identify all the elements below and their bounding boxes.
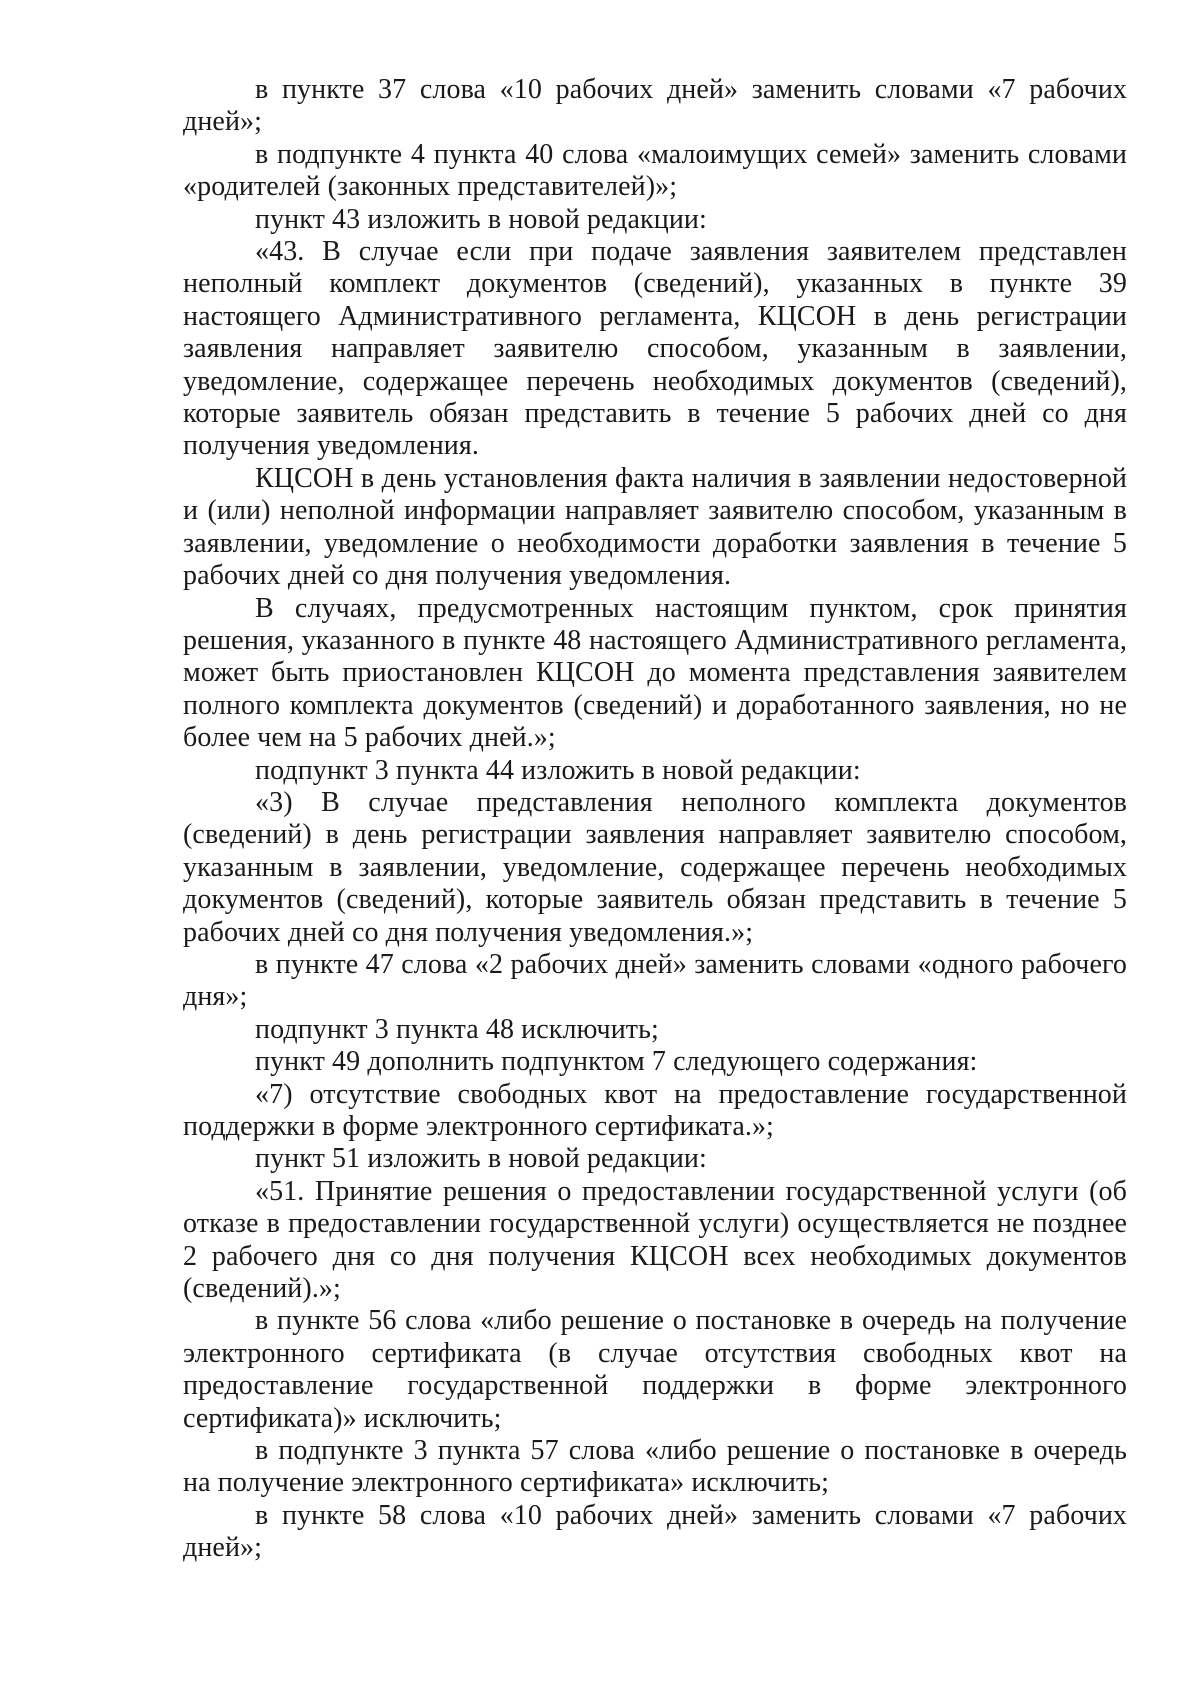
paragraph-item-48: подпункт 3 пункта 48 исключить; [255, 1013, 659, 1045]
paragraph-item-51-intro: пункт 51 изложить в новой редакции: [255, 1143, 707, 1175]
paragraph-item-43-intro: пункт 43 изложить в новой редакции: [255, 203, 707, 235]
paragraph-item-57: в подпункте 3 пункта 57 слова «либо решение о постановке в очередь на получение электронного сертификата» исключить; [183, 1435, 1127, 1499]
paragraph-item-43-kcson: КЦСОН в день установления факта наличия в заявлении недостоверной и (или) неполной информации направляет заявителю способом, указанным в заявлении, уведомление о необходимости доработки заявления в течение 5 рабочих дней со дня получения уведомления. [183, 462, 1127, 592]
paragraph-item-47: в пункте 47 слова «2 рабочих дней» заменить словами «одного рабочего дня»; [183, 948, 1127, 1013]
paragraph-item-58: в пункте 58 слова «10 рабочих дней» заменить словами «7 рабочих дней»; [183, 1499, 1127, 1564]
paragraph-item-43-suspension: В случаях, предусмотренных настоящим пунктом, срок принятия решения, указанного в пункте 48 настоящего Административного регламента, может быть приостановлен КЦСОН до момента представления заявителем полного комплекта документов (сведений) и доработанного заявления, но не более чем на 5 рабочих дней.»; [183, 592, 1127, 754]
paragraph-item-37: в пункте 37 слова «10 рабочих дней» заменить словами «7 рабочих дней»; [183, 74, 1127, 138]
paragraph-item-40: в подпункте 4 пункта 40 слова «малоимущих семей» заменить словами «родителей (законных представителей)»; [183, 138, 1127, 203]
paragraph-item-56: в пункте 56 слова «либо решение о постановке в очередь на получение электронного сертификата (в случае отсутствия свободных квот на предоставление государственной поддержки в форме электронного сертификата)» исключить; [183, 1305, 1127, 1434]
paragraph-item-44-intro: подпункт 3 пункта 44 изложить в новой редакции: [255, 754, 861, 786]
paragraph-item-44-text: «3) В случае представления неполного комплекта документов (сведений) в день регистрации заявления направляет заявителю способом, указанным в заявлении, уведомление, содержащее перечень необходимых документов (сведений), которые заявитель обязан представить в течение 5 рабочих дней со дня получения уведомления.»; [183, 786, 1127, 948]
paragraph-item-43-text: «43. В случае если при подаче заявления заявителем представлен неполный комплект документов (сведений), указанных в пункте 39 настоящего Административного регламента, КЦСОН в день регистрации заявления направляет заявителю способом, указанным в заявлении, уведомление, содержащее перечень необходимых документов (сведений), которые заявитель обязан представить в течение 5 рабочих дней со дня получения уведомления. [183, 236, 1127, 462]
paragraph-item-49-text: «7) отсутствие свободных квот на предоставление государственной поддержки в форме электронного сертификата.»; [183, 1078, 1127, 1142]
paragraph-item-51-text: «51. Принятие решения о предоставлении государственной услуги (об отказе в предоставлении государственной услуги) осуществляется не позднее 2 рабочего дня со дня получения КЦСОН всех необходимых документов (сведений).»; [183, 1175, 1127, 1305]
paragraph-item-49-intro: пункт 49 дополнить подпунктом 7 следующего содержания: [255, 1046, 978, 1078]
document-body [183, 74, 1127, 1565]
